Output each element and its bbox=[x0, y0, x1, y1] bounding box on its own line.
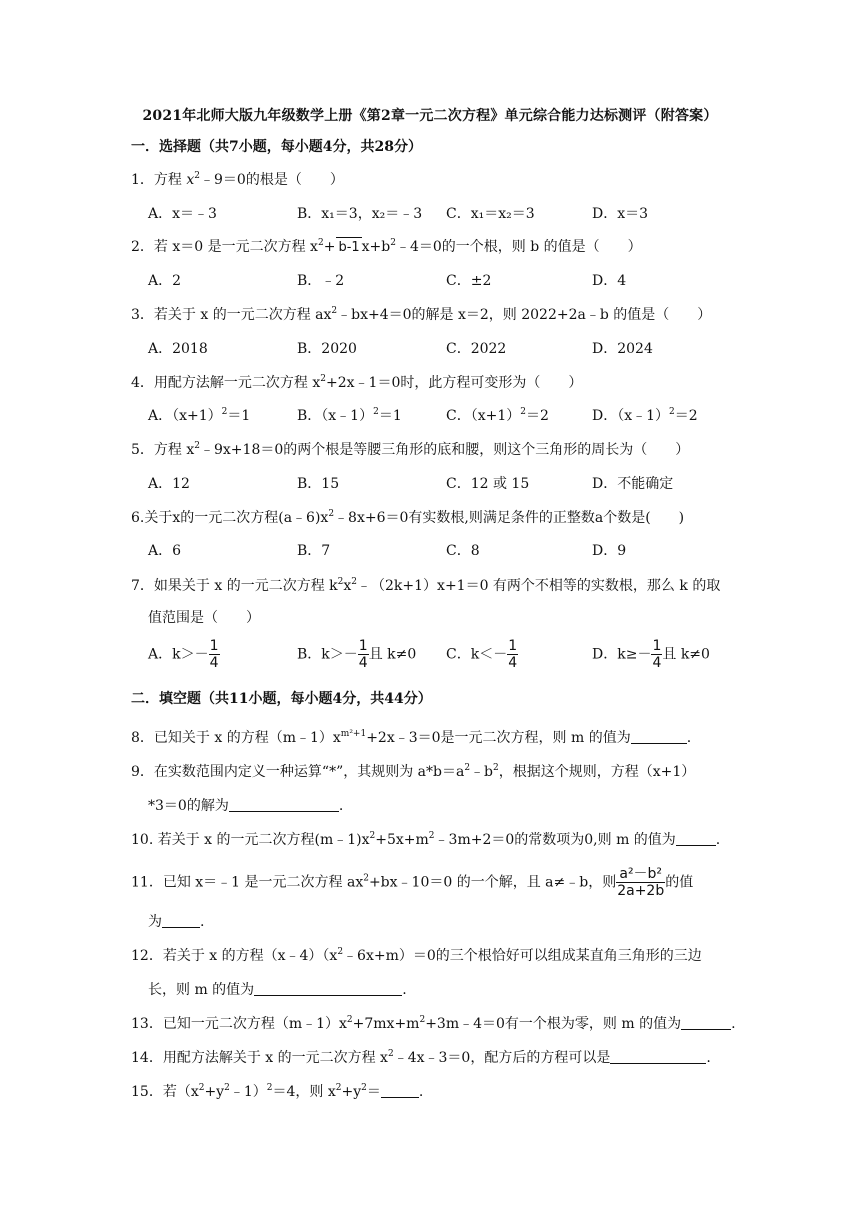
section-heading-fill: 二．填空题（共11小题，每小题4分，共44分） bbox=[131, 691, 432, 707]
q4-option-b: B．（x﹣1）$^2$＝1 bbox=[297, 407, 402, 424]
q3-option-c: C．2022 bbox=[446, 341, 507, 357]
question-6: 6.关于x的一元二次方程$(a﹣6)x^2﹣8x+6=0$有实数根,则满足条件的正整数a个数是( ) bbox=[131, 509, 685, 526]
question-7: 7．如果关于 x 的一元二次方程 $k^2x^2﹣(2k+1)x+1=0$ 有两个不相等的实数根，那么 k 的取 bbox=[131, 577, 721, 594]
q5-option-c: C．12 或 15 bbox=[446, 476, 530, 492]
question-11: 11．已知 x＝﹣1 是一元二次方程 $ax^2+bx﹣10=0$ 的一个解，且 a≠﹣b，则 $\frac{\text{a²－b²}}{2a+2b}$ 的值 bbox=[131, 866, 694, 899]
q4-option-a: A．$(x+1)^2=1$ bbox=[148, 407, 251, 424]
question-2: 2．若 x＝0 是一元二次方程 $x^2+ b-1$ $x+b^2﹣4=0$的一个根，则 b 的值是（ ） bbox=[131, 237, 642, 258]
q2-option-a: A．2 bbox=[148, 273, 182, 289]
q3-option-a: A．2018 bbox=[148, 341, 208, 357]
q7-option-a: A．k＞－ $\frac{1}{4}$ bbox=[148, 638, 219, 671]
answer-blank[interactable] bbox=[162, 913, 200, 928]
q6-option-a: A．6 bbox=[148, 543, 182, 559]
question-12: 12．若关于 x 的方程$(x﹣4)(x^2﹣6x+m)=0$的三个根恰好可以组成某直角三角形的三边 bbox=[131, 947, 702, 964]
question-14: 14．用配方法解关于 x 的一元二次方程 $x^2﹣4x﹣3=0$，配方后的方程可以是 . bbox=[131, 1049, 711, 1066]
question-11-cont: 为 . bbox=[148, 914, 205, 930]
question-5: 5．方程 $x^2﹣9x+18=0$的两个根是等腰三角形的底和腰，则这个三角形的周长为（ ） bbox=[131, 441, 690, 458]
question-10: 10. 若关于 x 的一元二次方程$(m﹣1)x^2+5x+m^2﹣3m+2=0$的常数项为0,则 m 的值为 . bbox=[131, 831, 721, 848]
q3-option-d: D．2024 bbox=[592, 341, 653, 357]
q3-option-b: B．2020 bbox=[297, 341, 357, 357]
q7-option-c: C．k＜－ $\frac{1}{4}$ bbox=[446, 638, 518, 671]
answer-blank[interactable] bbox=[229, 797, 339, 812]
page-title: 2021年北师大版九年级数学上册《第2章一元二次方程》单元综合能力达标测评（附答案） bbox=[142, 108, 718, 124]
sqrt-expression: b-1 bbox=[336, 237, 361, 258]
q5-option-d: D．不能确定 bbox=[592, 476, 674, 492]
q1-option-c: C．x₁＝x₂＝3 bbox=[446, 206, 535, 222]
q7-option-d: D．k≥－ $\frac{1}{4}$ 且 k≠0 bbox=[592, 638, 710, 671]
answer-blank[interactable] bbox=[381, 1083, 419, 1098]
q4-option-d: D．（x﹣1）$^2$＝2 bbox=[592, 407, 698, 424]
question-7-cont: 值范围是（ ） bbox=[148, 610, 260, 626]
q1-option-a: A．x＝﹣3 bbox=[148, 206, 217, 222]
q1-option-d: D．x＝3 bbox=[592, 206, 649, 222]
q2-option-c: C．±2 bbox=[446, 273, 492, 289]
fraction: $\frac{1}{4}$ bbox=[508, 638, 518, 671]
answer-blank[interactable] bbox=[676, 831, 716, 846]
q2-option-d: D．4 bbox=[592, 273, 627, 289]
question-1: 1．方程 $x^2﹣9=0$的根是（ ） bbox=[131, 171, 344, 188]
fraction: $\frac{1}{4}$ bbox=[652, 638, 662, 671]
q6-option-d: D．9 bbox=[592, 543, 627, 559]
q4-option-c: C．$(x+1)^2=2$ bbox=[446, 407, 549, 424]
section-heading-choice: 一．选择题（共7小题，每小题4分，共28分） bbox=[131, 139, 422, 155]
question-9-cont: *3＝0的解为 . bbox=[148, 798, 344, 814]
answer-blank[interactable] bbox=[681, 1015, 731, 1030]
question-4: 4．用配方法解一元二次方程 $x^2+2x﹣1=0$时，此方程可变形为（ ） bbox=[131, 374, 583, 391]
question-8: 8．已知关于 x 的方程$(m﹣1)x^{m^2+1}+2x﹣3=0$是一元二次方程，则 m 的值为 . bbox=[131, 729, 692, 746]
q6-option-b: B．7 bbox=[297, 543, 331, 559]
fraction: $\frac{1}{4}$ bbox=[358, 638, 368, 671]
answer-blank[interactable] bbox=[610, 1049, 706, 1064]
answer-blank[interactable] bbox=[254, 981, 402, 996]
q5-option-b: B．15 bbox=[297, 476, 340, 492]
q5-option-a: A．12 bbox=[148, 476, 190, 492]
question-3: 3．若关于 x 的一元二次方程 $ax^2﹣bx+4=0$的解是 x＝2，则 2022+2a﹣b 的值是（ ） bbox=[131, 306, 712, 323]
q1-option-b: B．x₁＝3，x₂＝﹣3 bbox=[297, 206, 423, 222]
question-9: 9．在实数范围内定义一种运算“*”，其规则为 $a*b=a^2﹣b^2$，根据这个规则，方程（x+1） bbox=[131, 763, 696, 780]
q2-option-b: B．﹣2 bbox=[297, 273, 345, 289]
question-12-cont: 长，则 m 的值为 . bbox=[148, 982, 407, 998]
fraction: $\frac{\text{a²－b²}}{2a+2b}$ bbox=[617, 866, 665, 899]
question-15: 15．若$(x^2+y^2﹣1)^2=4$，则 $x^2+y^2=$ . bbox=[131, 1083, 424, 1100]
q7-option-b: B．k＞－ $\frac{1}{4}$ 且 k≠0 bbox=[297, 638, 417, 671]
question-13: 13．已知一元二次方程$(m﹣1)x^2+7mx+m^2+3m﹣4=0$有一个根为零，则 m 的值为 . bbox=[131, 1015, 736, 1032]
fraction: $\frac{1}{4}$ bbox=[209, 638, 219, 671]
answer-blank[interactable] bbox=[631, 729, 687, 744]
q6-option-c: C．8 bbox=[446, 543, 480, 559]
